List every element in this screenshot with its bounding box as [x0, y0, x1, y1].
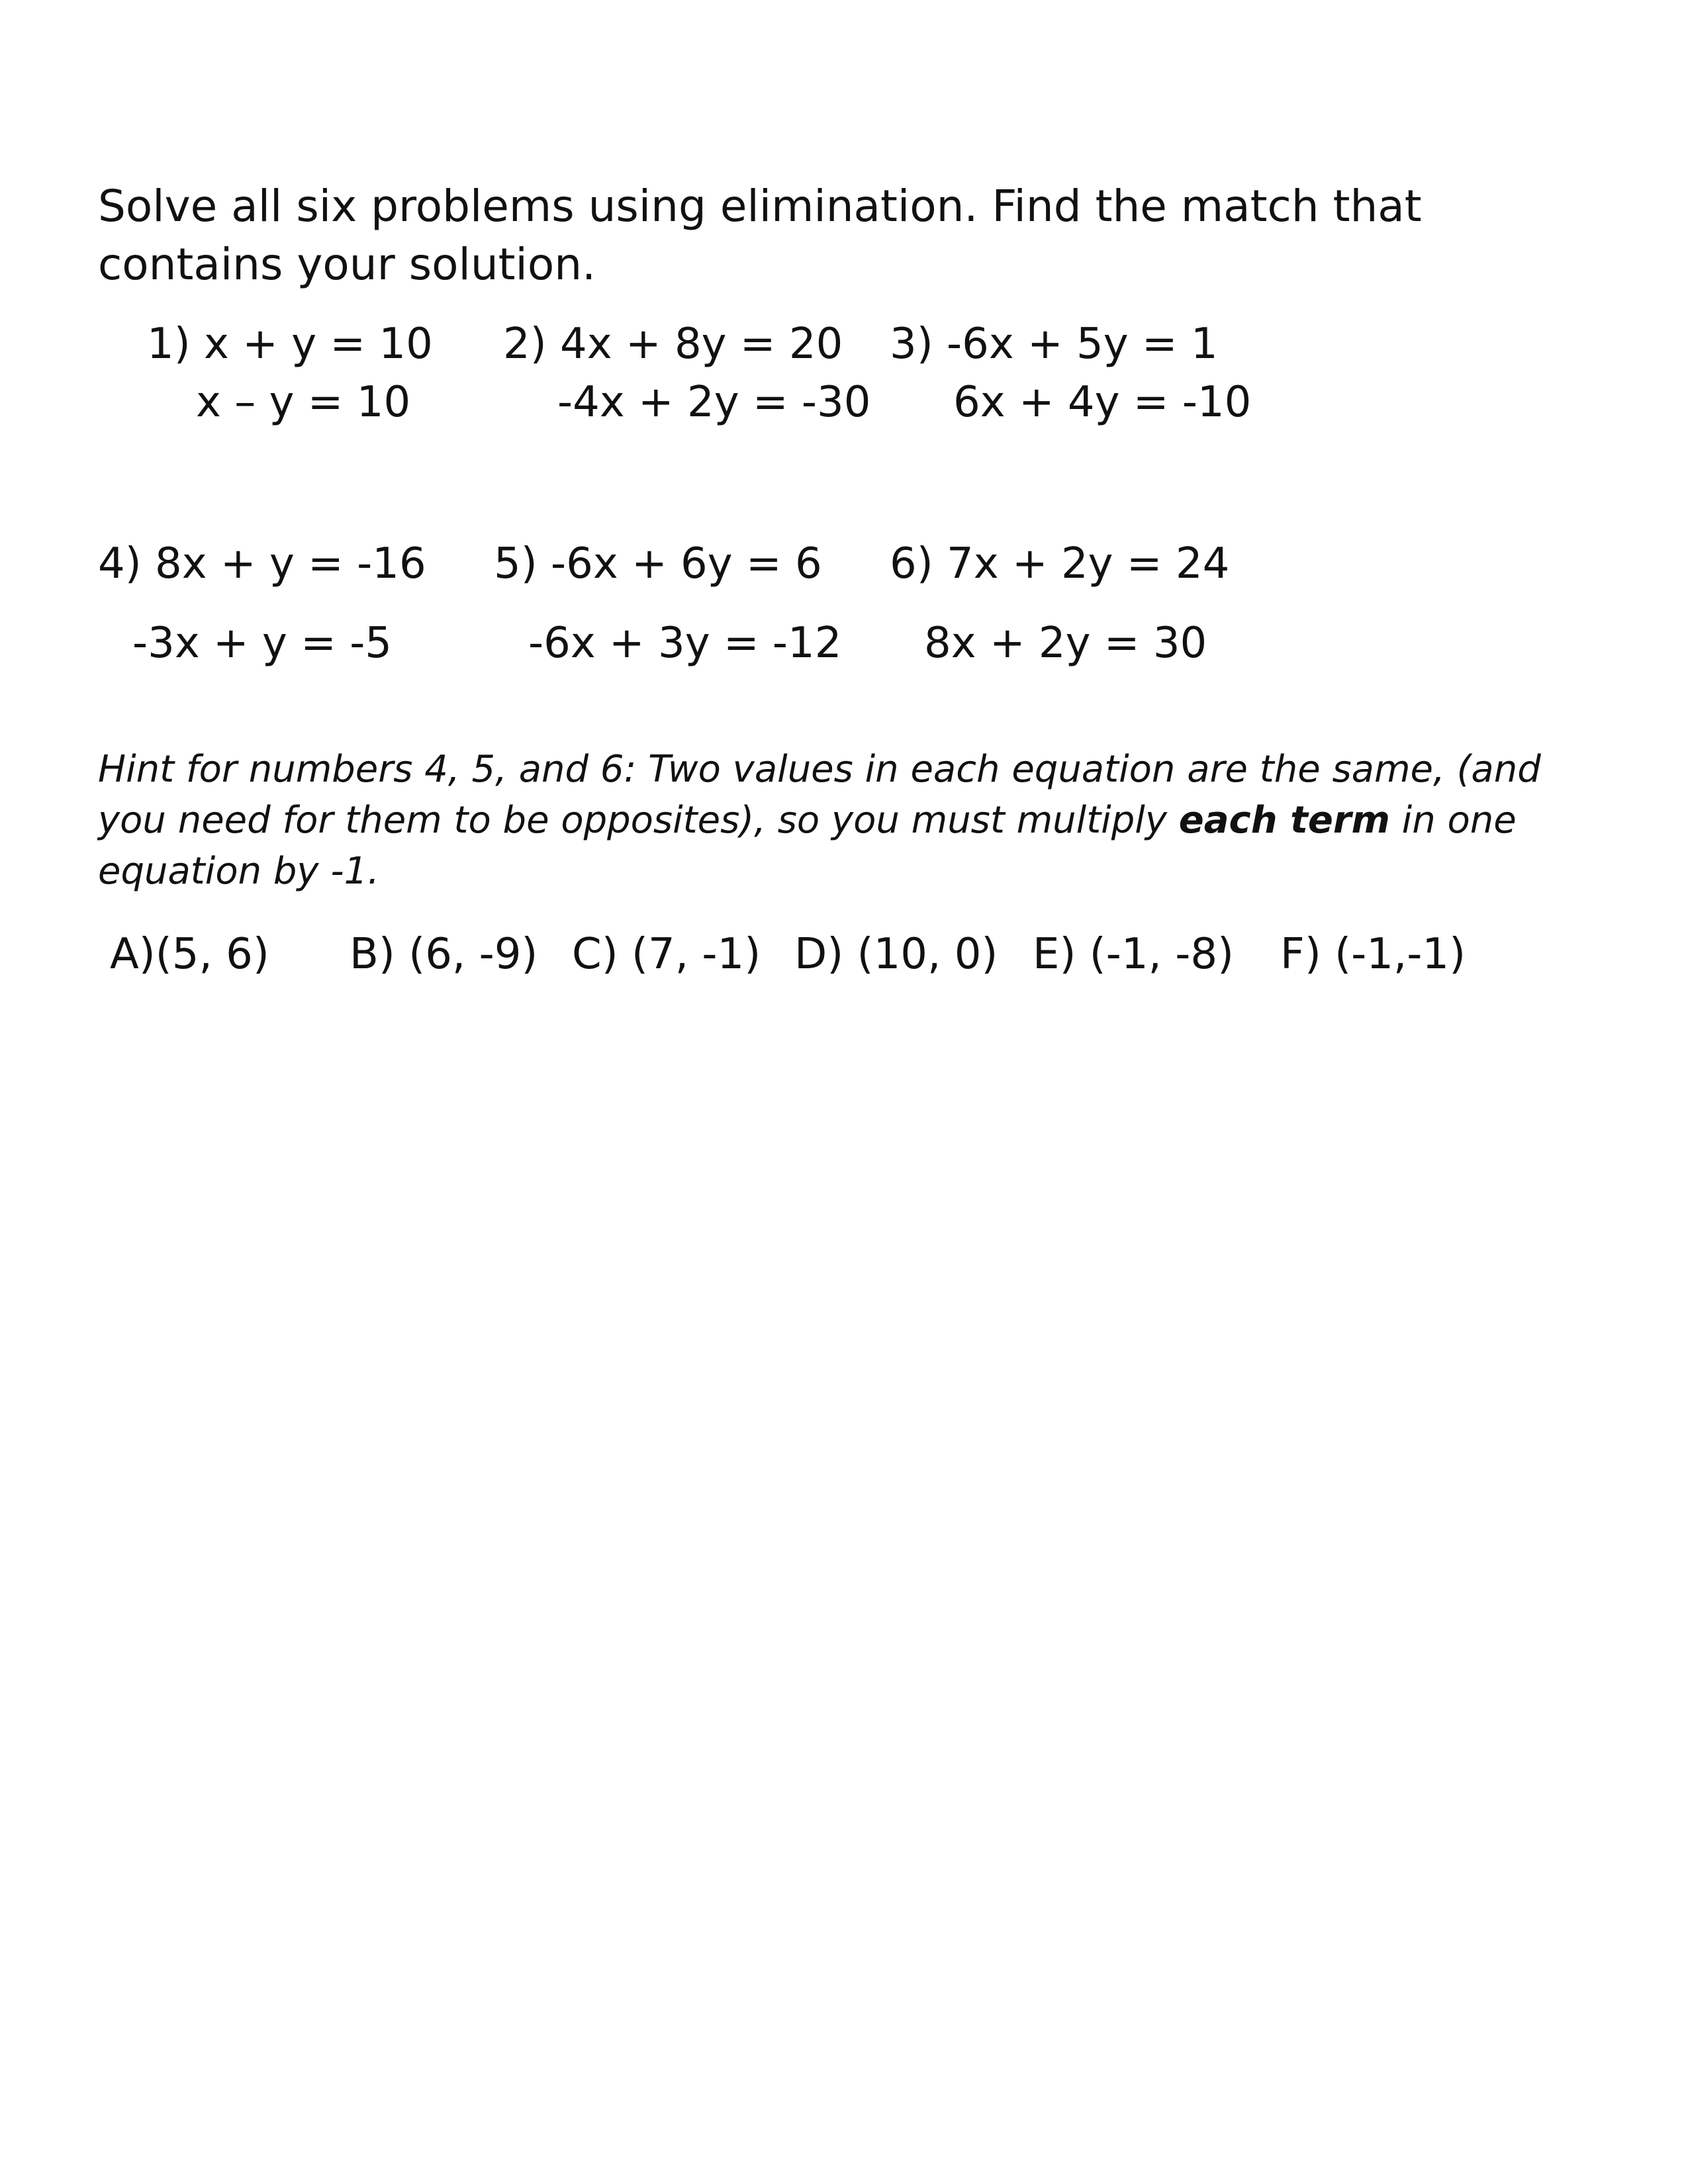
answer-e-value: (-1, -8)	[1089, 930, 1234, 979]
problem-4-equation-2: -3x + y = -5	[132, 619, 392, 668]
answer-d-letter: D)	[794, 930, 844, 979]
problem-5-label: 5)	[494, 539, 538, 588]
answer-a	[110, 928, 269, 981]
problem-3-equation-2: 6x + 4y = -10	[953, 378, 1252, 427]
problem-3	[890, 318, 1218, 371]
problem-5-equation-1: -6x + 6y = 6	[551, 539, 822, 588]
answer-e	[1033, 928, 1234, 981]
problem-2	[503, 318, 843, 371]
problem-6-label: 6)	[890, 539, 933, 588]
problem-1-equation-2: x – y = 10	[196, 378, 411, 427]
hint-emphasis: each term	[1178, 799, 1390, 842]
hint-text	[98, 744, 1620, 897]
problem-4-equation-1: 8x + y = -16	[155, 539, 426, 588]
problem-6-equation-1: 7x + 2y = 24	[947, 539, 1230, 588]
answer-b-letter: B)	[350, 930, 395, 979]
problem-3-equation-1: -6x + 5y = 1	[947, 320, 1218, 369]
instructions: Solve all six problems using elimination. Find the match that contains your solution.	[98, 181, 1422, 290]
problem-3-label: 3)	[890, 320, 933, 369]
answer-d	[794, 928, 998, 981]
answer-a-value: (5, 6)	[155, 930, 269, 979]
problem-4	[98, 537, 426, 590]
problem-5	[494, 537, 822, 590]
problem-6	[890, 537, 1229, 590]
problem-2-equation-2: -4x + 2y = -30	[557, 378, 871, 427]
answer-c	[572, 928, 761, 981]
answer-e-letter: E)	[1033, 930, 1076, 979]
problem-1-equation-1: x + y = 10	[204, 320, 433, 369]
problem-4-label: 4)	[98, 539, 142, 588]
problem-6-equation-2: 8x + 2y = 30	[924, 619, 1207, 668]
problem-1-label: 1)	[147, 320, 191, 369]
answer-b-value: (6, -9)	[408, 930, 538, 979]
answer-f	[1280, 928, 1466, 981]
answer-c-letter: C)	[572, 930, 618, 979]
problem-5-equation-2: -6x + 3y = -12	[528, 619, 842, 668]
problem-2-label: 2)	[503, 320, 547, 369]
hint-text-before: Hint for numbers 4, 5, and 6: Two values in each equation are the same, (and you need for them to be opposites), so you must multiply	[98, 748, 1541, 842]
answer-c-value: (7, -1)	[632, 930, 761, 979]
answer-f-value: (-1,-1)	[1335, 930, 1466, 979]
hint-text-after: in one equation by -1.	[98, 799, 1517, 893]
problem-2-equation-1: 4x + 8y = 20	[560, 320, 843, 369]
answer-d-value: (10, 0)	[857, 930, 998, 979]
problem-1	[147, 318, 433, 371]
answer-f-letter: F)	[1280, 930, 1321, 979]
answer-b	[350, 928, 538, 981]
answer-a-letter: A)	[110, 930, 156, 979]
